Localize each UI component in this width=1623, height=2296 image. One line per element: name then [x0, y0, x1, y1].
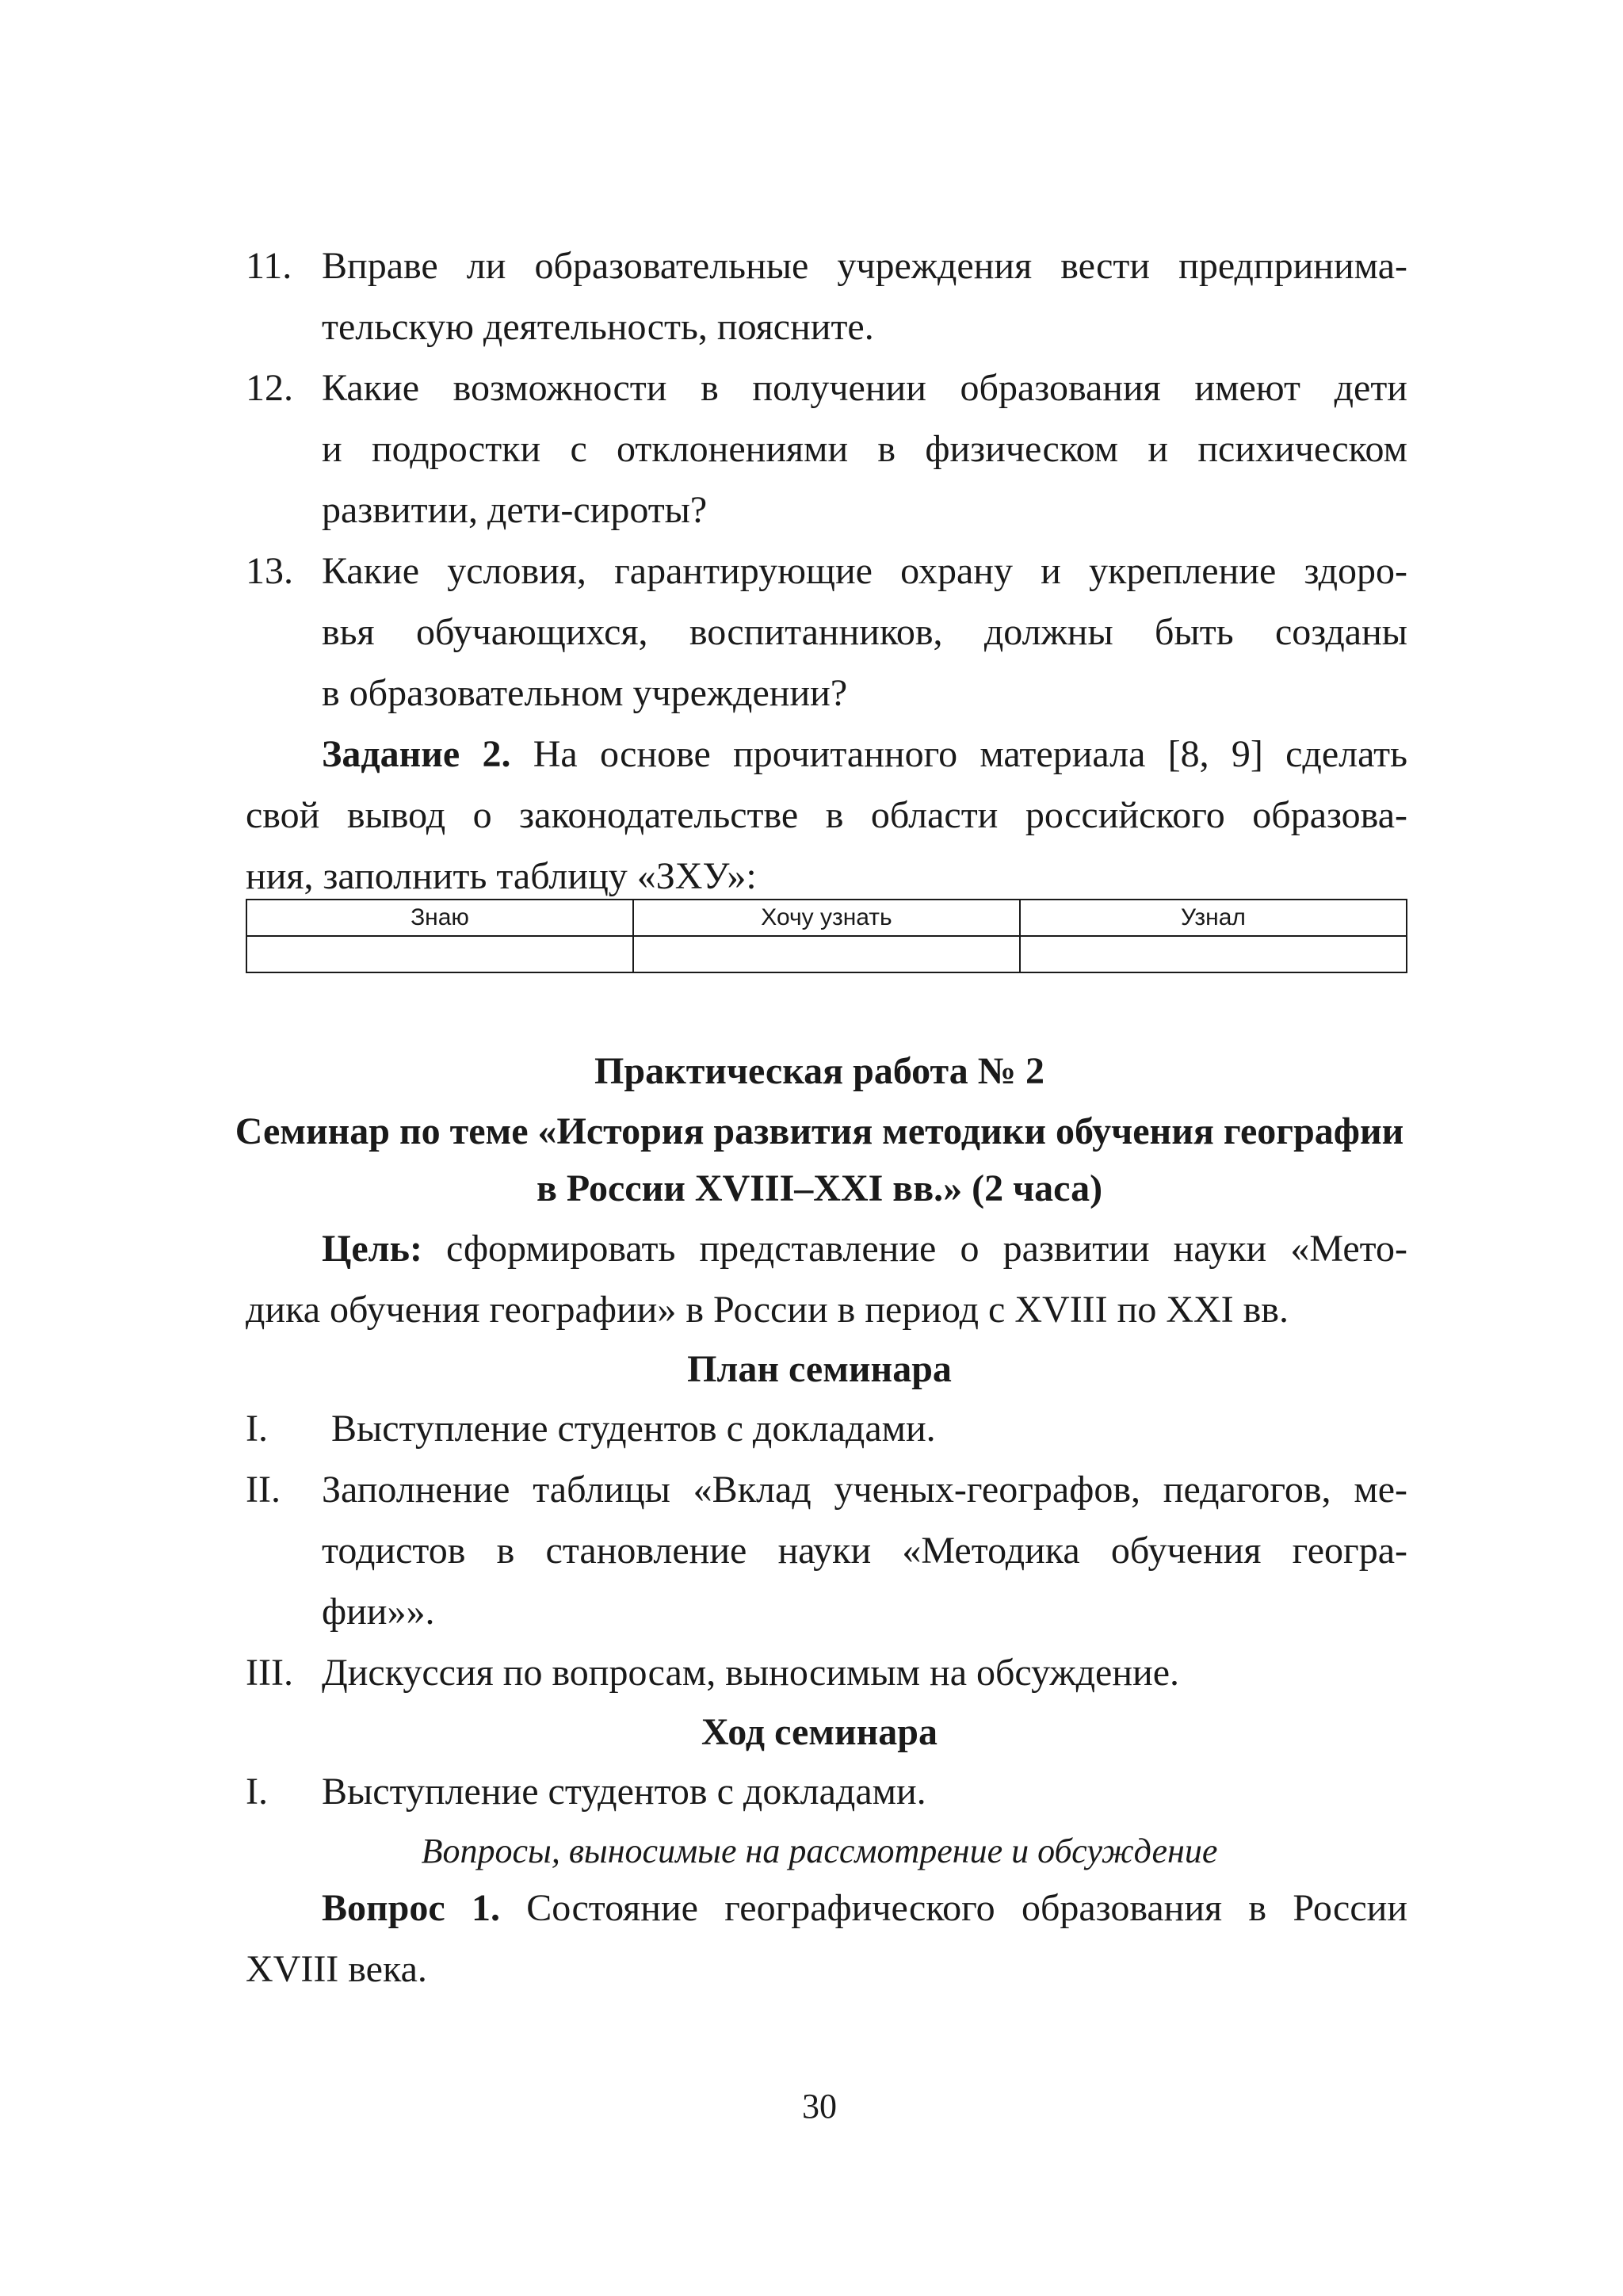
goal-line-2: дика обучения географии» в России в период с XVIII по XXI вв. [246, 1289, 1289, 1331]
plan-item-1-text: Выступление студентов с докладами. [331, 1408, 936, 1450]
plan-item-3-number: III. [246, 1652, 293, 1694]
question-12-line-3: развитии, дети-сироты? [322, 489, 708, 531]
seminar-title-line-1: Семинар по теме «История развития методики обучения географии [235, 1110, 1404, 1152]
question-13-line-2: вья обучающихся, воспитанников, должны быть созданы [322, 611, 1407, 653]
plan-item-1-number: I. [246, 1408, 268, 1450]
question-11-number: 11. [246, 245, 292, 287]
question-11-line-2: тельскую деятельность, поясните. [322, 306, 874, 348]
plan-item-2-line-3: фии»». [322, 1591, 435, 1633]
question-13-line-3: в образовательном учреждении? [322, 672, 848, 714]
question-1-line-1 [322, 1886, 1407, 1930]
question-12-line-2: и подростки с отклонениями в физическом и психическом [322, 428, 1407, 470]
question-13-number: 13. [246, 550, 293, 592]
table-cell [633, 936, 1020, 972]
table-header-want-to-know: Хочу узнать [633, 900, 1020, 936]
course-title: Ход семинара [701, 1711, 938, 1753]
plan-item-2-line-1: Заполнение таблицы «Вклад ученых-географов, педагогов, ме- [322, 1469, 1407, 1511]
question-1-label: Вопрос 1. [322, 1887, 500, 1929]
task-2-line-2: свой вывод о законодательстве в области российского образова- [246, 794, 1407, 836]
table-cell [1020, 936, 1407, 972]
table-header-know: Знаю [246, 900, 633, 936]
goal-text: сформировать представление о развитии науки «Мето- [446, 1228, 1408, 1270]
question-11-line-1: Вправе ли образовательные учреждения вести предпринима- [322, 245, 1407, 287]
question-1-text: Состояние географического образования в России [526, 1887, 1408, 1929]
question-1-line-2: XVIII века. [246, 1948, 427, 1990]
plan-item-3-text: Дискуссия по вопросам, выносимым на обсуждение. [322, 1652, 1180, 1694]
table-header-row [246, 900, 1407, 936]
zhu-table [246, 899, 1407, 973]
practical-work-title: Практическая работа № 2 [594, 1050, 1044, 1092]
table-cell [246, 936, 633, 972]
task-2-text: На основе прочитанного материала [8, 9] сделать [533, 733, 1408, 775]
question-12-number: 12. [246, 367, 293, 409]
goal-line-1 [322, 1227, 1407, 1270]
goal-label: Цель: [322, 1228, 422, 1270]
task-2-line-3: ния, заполнить таблицу «ЗХУ»: [246, 855, 757, 897]
table-header-learned: Узнал [1020, 900, 1407, 936]
task-2-line-1 [322, 732, 1407, 776]
plan-item-2-line-2: тодистов в становление науки «Методика обучения геогра- [322, 1530, 1407, 1572]
seminar-title-line-2: в России XVIII–XXI вв.» (2 часа) [536, 1167, 1103, 1209]
course-item-text: Выступление студентов с докладами. [322, 1771, 926, 1813]
page-number: 30 [802, 2087, 837, 2126]
table-row [246, 936, 1407, 972]
task-2-label: Задание 2. [322, 733, 511, 775]
questions-subtitle: Вопросы, выносимые на рассмотрение и обсуждение [421, 1832, 1218, 1870]
plan-title: План семинара [687, 1348, 952, 1390]
course-item-number: I. [246, 1771, 268, 1813]
question-13-line-1: Какие условия, гарантирующие охрану и укрепление здоро- [322, 550, 1407, 592]
plan-item-2-number: II. [246, 1469, 281, 1511]
question-12-line-1: Какие возможности в получении образования имеют дети [322, 367, 1407, 409]
